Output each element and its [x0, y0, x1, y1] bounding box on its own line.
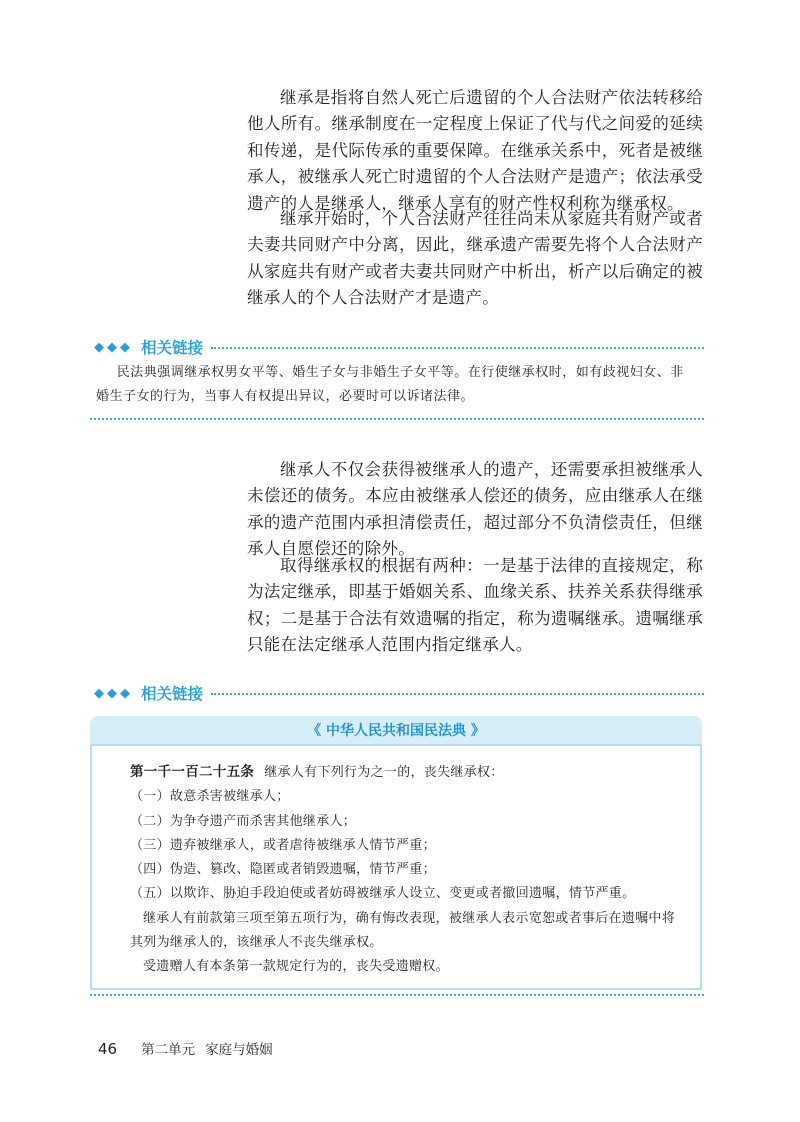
- unit-title: 家庭与婚姻: [205, 1042, 273, 1058]
- related-link-title-2: 相关链接: [141, 685, 204, 703]
- article-number: 第一千一百二十五条: [130, 764, 255, 780]
- article-intro: 继承人有下列行为之一的，丧失继承权：: [264, 765, 504, 780]
- diamond-bullets-icon: ◆◆◆: [94, 685, 133, 701]
- intro-paragraph-2: 继承开始时，个人合法财产往往尚未从家庭共有财产或者夫妻共同财产中分离，因此，继承遗产需要先将个人合法财产从家庭共有财产或者夫妻共同财产中析出，析产以后确定的被继承人的个人合法财产才是遗产。: [247, 209, 703, 308]
- page-footer: [98, 1038, 273, 1058]
- law-article: [130, 760, 685, 980]
- related-link-note: 民法典强调继承权男女平等、婚生子女与非婚生子女平等。在行使继承权时，如有歧视妇女、非婚生子女的行为，当事人有权提出异议，必要时可以诉诸法律。: [96, 365, 684, 404]
- intro-paragraph-1: 继承是指将自然人死亡后遗留的个人合法财产依法转移给他人所有。继承制度在一定程度上保证了代与代之间爱的延续和传递，是代际传承的重要保障。在继承关系中，死者是被继承人，被继承人死亡时遗留的个人合法财产是遗产；依法承受遗产的人是继承人，继承人享有的财产性权利称为继承权。: [247, 88, 703, 213]
- page-number: 46: [98, 1040, 118, 1058]
- unit-label: 第二单元: [141, 1042, 196, 1058]
- related-link-header-2: [94, 682, 704, 704]
- debt-paragraph: 继承人不仅会获得被继承人的遗产，还需要承担被继承人未偿还的债务。本应由被继承人偿还的债务，应由继承人在继承的遗产范围内承担清偿责任，超过部分不负清偿责任，但继承人自愿偿还的除外。: [247, 460, 703, 559]
- related-link-header-1: [94, 336, 704, 358]
- dotted-divider: [211, 693, 704, 695]
- article-item: （三）遗弃被继承人，或者虐待被继承人情节严重；: [130, 837, 436, 853]
- article-item: （四）伪造、篡改、隐匿或者销毁遗嘱，情节严重；: [130, 862, 436, 878]
- article-paragraph-3: 受遗赠人有本条第一款规定行为的，丧失受遗赠权。: [143, 959, 449, 975]
- dotted-divider: [90, 994, 704, 996]
- dotted-divider: [211, 347, 704, 349]
- diamond-bullets-icon: ◆◆◆: [94, 339, 133, 355]
- article-heading: [130, 760, 685, 785]
- article-paragraph-2: 继承人有前款第三项至第五项行为，确有悔改表现，被继承人表示宽恕或者事后在遗嘱中将其列为继承人的，该继承人不丧失继承权。: [130, 910, 676, 951]
- dotted-divider: [90, 418, 704, 420]
- article-item: （五）以欺诈、胁迫手段迫使或者妨碍被继承人设立、变更或者撤回遗嘱，情节严重。: [130, 886, 636, 902]
- article-item: （一）故意杀害被继承人；: [130, 789, 290, 805]
- related-link-title-1: 相关链接: [141, 339, 204, 357]
- article-item: （二）为争夺遗产而杀害其他继承人；: [130, 813, 357, 829]
- law-box-title: 《 中华人民共和国民法典 》: [90, 716, 702, 744]
- basis-paragraph: 取得继承权的根据有两种：一是基于法律的直接规定，称为法定继承，即基于婚姻关系、血缘关系、扶养关系获得继承权；二是基于合法有效遗嘱的指定，称为遗嘱继承。遗嘱继承只能在法定继承人范围内指定继承人。: [247, 556, 703, 655]
